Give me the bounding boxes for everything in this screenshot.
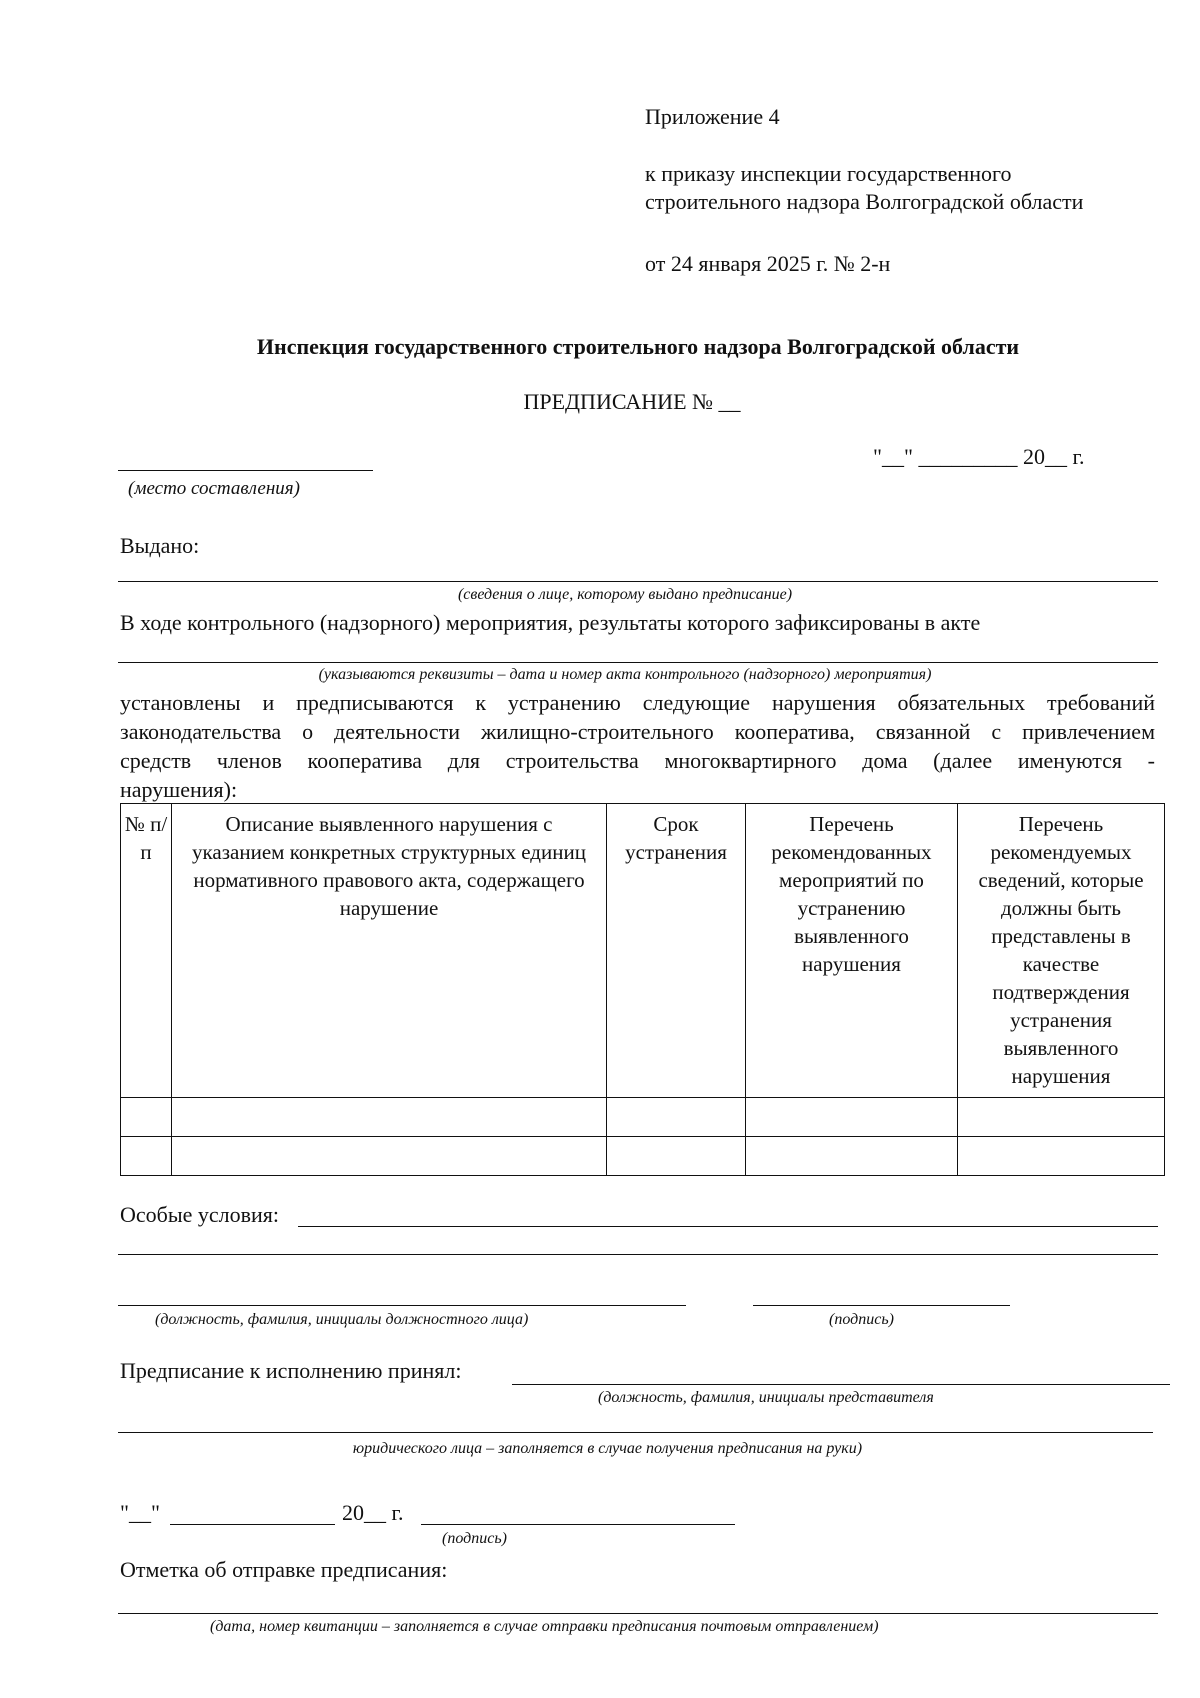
table-cell[interactable] — [121, 1137, 172, 1176]
issued-line — [118, 581, 1158, 582]
document-title: ПРЕДПИСАНИЕ № __ — [523, 389, 741, 414]
table-cell[interactable] — [746, 1137, 958, 1176]
special-line-2[interactable] — [118, 1254, 1158, 1255]
header-number: № п/п — [121, 804, 172, 1098]
signature-caption-2: (подпись) — [442, 1530, 507, 1547]
table-cell[interactable] — [607, 1137, 746, 1176]
table-cell[interactable] — [172, 1137, 607, 1176]
act-line — [118, 662, 1158, 663]
organization-name: Инспекция государственного строительного надзора Волгоградской области — [256, 334, 1020, 359]
send-line[interactable] — [118, 1613, 1158, 1614]
send-caption: (дата, номер квитанции – заполняется в случае отправки предписания почтовым отправлением) — [210, 1618, 879, 1635]
table-cell[interactable] — [172, 1098, 607, 1137]
table-cell[interactable] — [958, 1098, 1165, 1137]
table-row — [121, 1137, 1165, 1176]
appendix-date: от 24 января 2025 г. № 2-н — [645, 251, 891, 276]
accepted-line[interactable] — [512, 1384, 1170, 1385]
official-caption: (должность, фамилия, инициалы должностного лица) — [155, 1311, 529, 1328]
date-year: 20__ г. — [342, 1500, 404, 1525]
signature-line[interactable] — [753, 1305, 1010, 1306]
table-cell[interactable] — [607, 1098, 746, 1137]
body-last-line: нарушения): — [120, 777, 238, 802]
table-cell[interactable] — [121, 1098, 172, 1137]
place-line — [118, 470, 373, 471]
special-label: Особые условия: — [120, 1202, 280, 1227]
special-line-1[interactable] — [298, 1226, 1158, 1227]
violations-table — [120, 803, 1165, 1176]
header-confirmation: Перечень рекомендуемых сведений, которые должны быть представлены в качестве подтверждения устранения выявленного нарушения — [958, 804, 1165, 1098]
place-caption: (место составления) — [128, 478, 300, 499]
official-line[interactable] — [118, 1305, 686, 1306]
send-label: Отметка об отправке предписания: — [120, 1557, 448, 1582]
table-header-row — [121, 804, 1165, 1098]
table-cell[interactable] — [958, 1137, 1165, 1176]
table-row — [121, 1098, 1165, 1137]
header-description: Описание выявленного нарушения с указанием конкретных структурных единиц нормативного правового акта, содержащего нарушение — [172, 804, 607, 1098]
representative-line[interactable] — [118, 1432, 1153, 1433]
event-text: В ходе контрольного (надзорного) мероприятия, результаты которого зафиксированы в акте — [120, 610, 981, 635]
body-line-1: установлены и предписываются к устранению следующие нарушения обязательных требований — [120, 690, 1155, 715]
date-template: "__" _________ 20__ г. — [873, 444, 1085, 469]
date-quote: "__" — [120, 1500, 160, 1525]
body-line-2: законодательства о деятельности жилищно-строительного кооператива, связанной с привлечением — [120, 719, 1155, 744]
signature-caption: (подпись) — [829, 1311, 894, 1328]
signature-line-2[interactable] — [421, 1524, 735, 1525]
accepted-label: Предписание к исполнению принял: — [120, 1358, 462, 1383]
representative-caption-1: (должность, фамилия, инициалы представителя — [598, 1389, 934, 1406]
header-measures: Перечень рекомендованных мероприятий по устранению выявленного нарушения — [746, 804, 958, 1098]
body-line-3: средств членов кооператива для строительства многоквартирного дома (далее именуются - — [120, 748, 1155, 773]
date-month-line[interactable] — [170, 1524, 335, 1525]
appendix-line-2: строительного надзора Волгоградской области — [645, 189, 1084, 214]
act-caption: (указываются реквизиты – дата и номер акта контрольного (надзорного) мероприятия) — [318, 666, 932, 683]
header-deadline: Срок устранения — [607, 804, 746, 1098]
appendix-line-1: к приказу инспекции государственного — [645, 161, 1012, 186]
appendix-title: Приложение 4 — [645, 104, 780, 129]
representative-caption-2: юридического лица – заполняется в случае получения предписания на руки) — [352, 1440, 863, 1457]
table-cell[interactable] — [746, 1098, 958, 1137]
issued-caption: (сведения о лице, которому выдано предписание) — [457, 586, 793, 603]
issued-label: Выдано: — [120, 533, 200, 558]
